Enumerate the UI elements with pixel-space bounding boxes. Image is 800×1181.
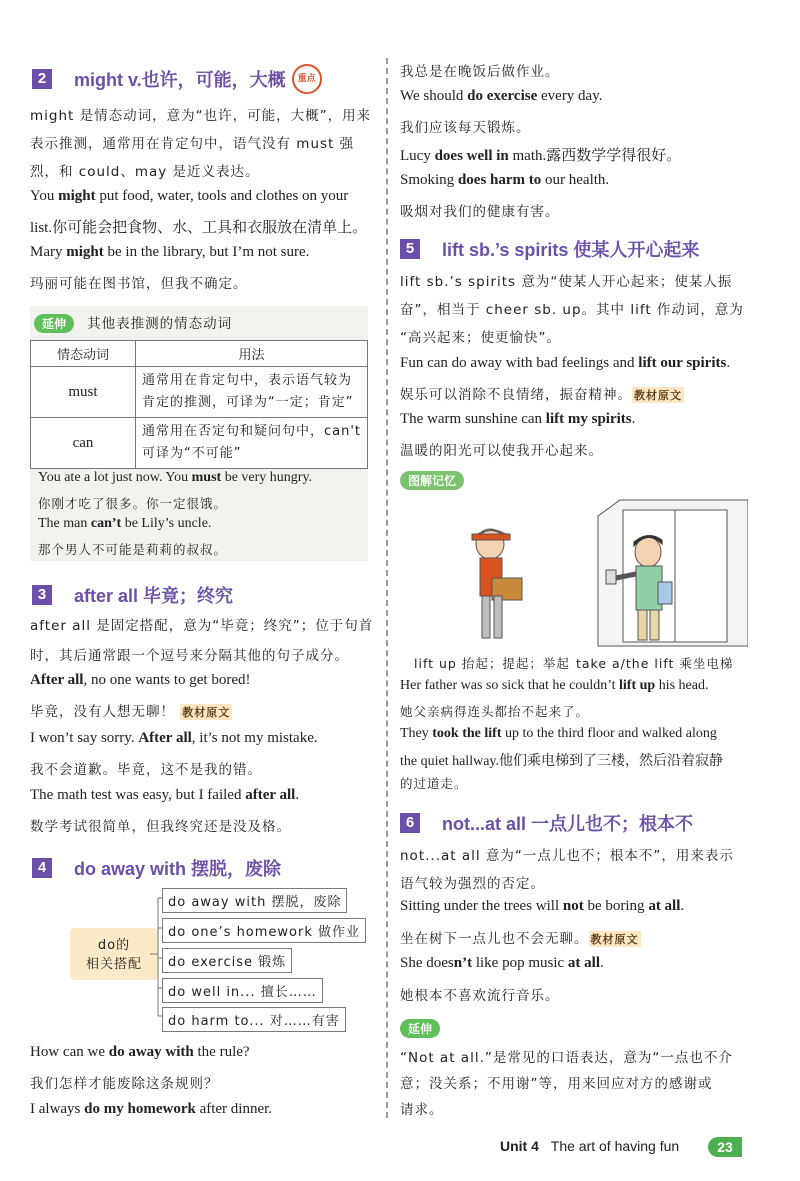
text: 相关搭配 bbox=[85, 957, 142, 972]
section-5-heading bbox=[400, 236, 699, 262]
section-3-heading bbox=[32, 582, 233, 608]
example-translation bbox=[400, 927, 641, 947]
example-sentence bbox=[400, 898, 684, 915]
text: every day. bbox=[537, 88, 603, 104]
text: , no one wants to get bored! bbox=[83, 672, 251, 688]
table-cell bbox=[135, 367, 367, 418]
example-translation: 那个男人不可能是莉莉的叔叔。 bbox=[38, 542, 228, 557]
keyword: lift my spirits bbox=[545, 411, 632, 427]
keyword: not bbox=[562, 898, 584, 914]
example-translation: 我们怎样才能废除这条规则？ bbox=[30, 1076, 219, 1092]
example-sentence bbox=[38, 516, 211, 532]
table-header: 用法 bbox=[135, 341, 367, 367]
mindmap-item: do exercise 锻炼 bbox=[162, 948, 292, 973]
keyword: must bbox=[191, 470, 222, 485]
text: 毕竟，没有人想无聊！ bbox=[30, 704, 175, 720]
section-title: might v.也许，可能，大概 bbox=[74, 70, 286, 90]
section-6-heading bbox=[400, 810, 693, 836]
text: 坐在树下一点儿也不会无聊。 bbox=[400, 931, 589, 947]
column-divider bbox=[386, 58, 388, 1118]
keyword: at all bbox=[567, 955, 601, 971]
keyword: does well in bbox=[434, 148, 509, 164]
text: 通常用在肯定句中，表示语气较为 bbox=[141, 373, 352, 388]
example-translation: 我总是在晚饭后做作业。 bbox=[400, 64, 560, 80]
example-sentence: the quiet hallway.他们乘电梯到了三楼，然后沿着寂静 bbox=[400, 754, 724, 769]
text: like pop music bbox=[472, 955, 568, 971]
example-translation: 我不会道歉。毕竟，这不是我的错。 bbox=[30, 762, 262, 778]
text: math.露西数学学得很好。 bbox=[508, 148, 682, 164]
text: I won’t say sorry. bbox=[30, 730, 139, 746]
paragraph: 烈，和 could、may 是近义表达。 bbox=[30, 164, 260, 180]
table-header: 情态动词 bbox=[31, 341, 136, 367]
example-sentence bbox=[30, 1044, 250, 1061]
text: . bbox=[726, 355, 731, 371]
textbook-tag: 教材原文 bbox=[590, 933, 639, 946]
example-sentence bbox=[400, 955, 604, 972]
example-translation: 我们应该每天锻炼。 bbox=[400, 120, 531, 136]
example-sentence bbox=[30, 1101, 272, 1118]
text: . bbox=[680, 898, 685, 914]
example-sentence bbox=[400, 172, 609, 189]
text: be in the library, but I’m not sure. bbox=[103, 244, 310, 260]
example-translation: 温暖的阳光可以使我开心起来。 bbox=[400, 443, 603, 459]
mindmap-item: do well in... 擅长…… bbox=[162, 978, 323, 1003]
textbook-tag: 教材原文 bbox=[182, 706, 231, 719]
lift-illustration bbox=[448, 496, 748, 648]
illustration-label-text: 图解记忆 bbox=[400, 471, 464, 490]
example-translation bbox=[30, 700, 232, 720]
paragraph: 时，其后通常跟一个逗号来分隔其他的句子成分。 bbox=[30, 648, 349, 664]
section-title: after all 毕竟；终究 bbox=[74, 586, 234, 606]
text: 通常用在否定句和疑问句中，can't bbox=[141, 424, 361, 439]
text: be very hungry. bbox=[221, 470, 313, 485]
example-translation: 吸烟对我们的健康有害。 bbox=[400, 204, 560, 220]
keyword: After all bbox=[138, 730, 192, 746]
illustration-caption: lift up 抬起；提起；举起 bbox=[414, 656, 570, 671]
text: be boring bbox=[583, 898, 649, 914]
text: I always bbox=[30, 1101, 85, 1117]
keyword: n’t bbox=[453, 955, 473, 971]
keyword: can’t bbox=[90, 516, 122, 531]
section-number: 2 bbox=[32, 69, 52, 89]
example-translation: 的过道走。 bbox=[400, 776, 468, 791]
page-number: 23 bbox=[708, 1137, 742, 1157]
text: after dinner. bbox=[195, 1101, 273, 1117]
example-sentence bbox=[400, 726, 717, 742]
extension-title: 其他表推测的情态动词 bbox=[87, 316, 233, 332]
section-number: 5 bbox=[400, 239, 420, 259]
keyword: do exercise bbox=[467, 88, 538, 104]
text: The man bbox=[38, 516, 91, 531]
keyword: at all bbox=[648, 898, 681, 914]
mindmap-item: do one’s homework 做作业 bbox=[162, 918, 366, 943]
keyword: lift our spirits bbox=[638, 355, 727, 371]
text: We should bbox=[400, 88, 468, 104]
keyword: does harm to bbox=[457, 172, 542, 188]
textbook-tag: 教材原文 bbox=[634, 389, 682, 402]
paragraph: might 是情态动词，意为“也许，可能，大概”，用来 bbox=[30, 108, 372, 124]
example-sentence bbox=[38, 470, 312, 486]
example-sentence bbox=[400, 355, 730, 372]
section-number: 4 bbox=[32, 858, 52, 878]
section-number: 3 bbox=[32, 585, 52, 605]
keyword: do away with bbox=[108, 1044, 194, 1060]
table-header-row bbox=[31, 341, 368, 367]
paragraph: after all 是固定搭配，意为“毕竟；终究”；位于句首 bbox=[30, 618, 374, 634]
example-translation: 她父亲病得连头都抬不起来了。 bbox=[400, 704, 590, 719]
table-row bbox=[31, 367, 368, 418]
text: You bbox=[30, 188, 59, 204]
keyword: might bbox=[66, 244, 104, 260]
text: up to the third floor and walked along bbox=[501, 726, 717, 741]
keyword: After all bbox=[30, 672, 84, 688]
example-translation: 数学考试很简单，但我终究还是没及格。 bbox=[30, 819, 291, 835]
example-sentence bbox=[30, 244, 309, 261]
section-2-heading bbox=[32, 64, 322, 94]
example-sentence bbox=[30, 188, 348, 205]
keyword: after all bbox=[245, 787, 296, 803]
table-row bbox=[31, 418, 368, 469]
section-4-heading bbox=[32, 855, 281, 881]
example-translation: 你刚才吃了很多。你一定很饿。 bbox=[38, 496, 228, 511]
text: You ate a lot just now. You bbox=[38, 470, 192, 485]
paragraph: “高兴起来；使更愉快”。 bbox=[400, 330, 561, 346]
mindmap-item: do harm to... 对……有害 bbox=[162, 1007, 346, 1032]
text: his head. bbox=[655, 678, 709, 693]
section-title: lift sb.’s spirits 使某人开心起来 bbox=[442, 240, 700, 260]
keyword: took the lift bbox=[432, 726, 502, 741]
boy-carrying-box-figure bbox=[472, 529, 522, 638]
key-point-stamp: 重点 bbox=[292, 64, 322, 94]
illustration-label bbox=[400, 470, 464, 490]
table-cell: can bbox=[31, 418, 136, 469]
paragraph: 奋”，相当于 cheer sb. up。其中 lift 作动词，意为 bbox=[400, 302, 744, 318]
keyword: do my homework bbox=[84, 1101, 196, 1117]
text: do的 bbox=[97, 938, 131, 953]
text: 娱乐可以消除不良情绪，振奋精神。 bbox=[400, 387, 632, 403]
text: 可译为“不可能” bbox=[141, 446, 242, 461]
footer-title: The art of having fun bbox=[550, 1138, 680, 1154]
table-cell: must bbox=[31, 367, 136, 418]
text: Mary bbox=[30, 244, 67, 260]
elevator-figure bbox=[598, 500, 748, 646]
text: The math test was easy, but I failed bbox=[30, 787, 246, 803]
note-text: 请求。 bbox=[400, 1102, 444, 1118]
note-text: “Not at all.”是常见的口语表达，意为“一点也不介 bbox=[400, 1050, 733, 1066]
keyword: lift up bbox=[619, 678, 656, 693]
page-footer bbox=[500, 1138, 679, 1154]
table-cell bbox=[135, 418, 367, 469]
note-text: 意；没关系；不用谢”等，用来回应对方的感谢或 bbox=[400, 1076, 713, 1092]
text: How can we bbox=[30, 1044, 109, 1060]
text: She does bbox=[400, 955, 454, 971]
mindmap-item: do away with 摆脱，废除 bbox=[162, 888, 347, 913]
footer-unit: Unit 4 bbox=[500, 1138, 539, 1154]
text: They bbox=[400, 726, 433, 741]
text: put food, water, tools and clothes on your bbox=[95, 188, 349, 204]
paragraph: 语气较为强烈的否定。 bbox=[400, 876, 545, 892]
example-sentence: list.你可能会把食物、水、工具和衣服放在清单上。 bbox=[30, 220, 368, 236]
section-number: 6 bbox=[400, 813, 420, 833]
text: our health. bbox=[541, 172, 610, 188]
text: Sitting under the trees will bbox=[400, 898, 563, 914]
text: be Lily’s uncle. bbox=[121, 516, 212, 531]
illustration-caption: take a/the lift 乘坐电梯 bbox=[576, 656, 734, 671]
text: . bbox=[295, 787, 300, 803]
text: the rule? bbox=[193, 1044, 250, 1060]
keyword: might bbox=[58, 188, 96, 204]
paragraph: lift sb.’s spirits 意为“使某人开心起来；使某人振 bbox=[400, 274, 733, 290]
paragraph: not...at all 意为“一点儿也不；根本不”，用来表示 bbox=[400, 848, 734, 864]
text: . bbox=[631, 411, 636, 427]
text: . bbox=[600, 955, 604, 971]
section-title: do away with 摆脱，废除 bbox=[74, 859, 282, 879]
example-translation bbox=[400, 383, 684, 403]
extension-header bbox=[400, 1018, 440, 1038]
extension-label: 延伸 bbox=[34, 314, 74, 333]
section-title: not...at all 一点儿也不；根本不 bbox=[442, 814, 694, 834]
mindmap-hub bbox=[70, 928, 158, 980]
extension-label: 延伸 bbox=[400, 1019, 440, 1038]
paragraph: 表示推测，通常用在肯定句中，语气没有 must 强 bbox=[30, 136, 355, 152]
text: The warm sunshine can bbox=[400, 411, 546, 427]
modal-verbs-table bbox=[30, 340, 368, 469]
example-sentence bbox=[30, 787, 299, 804]
extension-header bbox=[34, 312, 232, 333]
text: 肯定的推测，可译为“一定；肯定” bbox=[141, 395, 354, 410]
text: Lucy bbox=[400, 148, 435, 164]
text: Fun can do away with bad feelings and bbox=[400, 355, 639, 371]
example-sentence bbox=[30, 730, 318, 747]
example-translation: 她根本不喜欢流行音乐。 bbox=[400, 988, 560, 1004]
text: Her father was so sick that he couldn’t bbox=[400, 678, 620, 693]
example-sentence bbox=[400, 144, 681, 165]
text: , it’s not my mistake. bbox=[191, 730, 318, 746]
example-sentence bbox=[30, 672, 251, 689]
example-sentence bbox=[400, 411, 635, 428]
example-sentence bbox=[400, 678, 708, 694]
text: Smoking bbox=[400, 172, 458, 188]
example-translation: 玛丽可能在图书馆，但我不确定。 bbox=[30, 276, 248, 292]
example-sentence bbox=[400, 88, 603, 105]
